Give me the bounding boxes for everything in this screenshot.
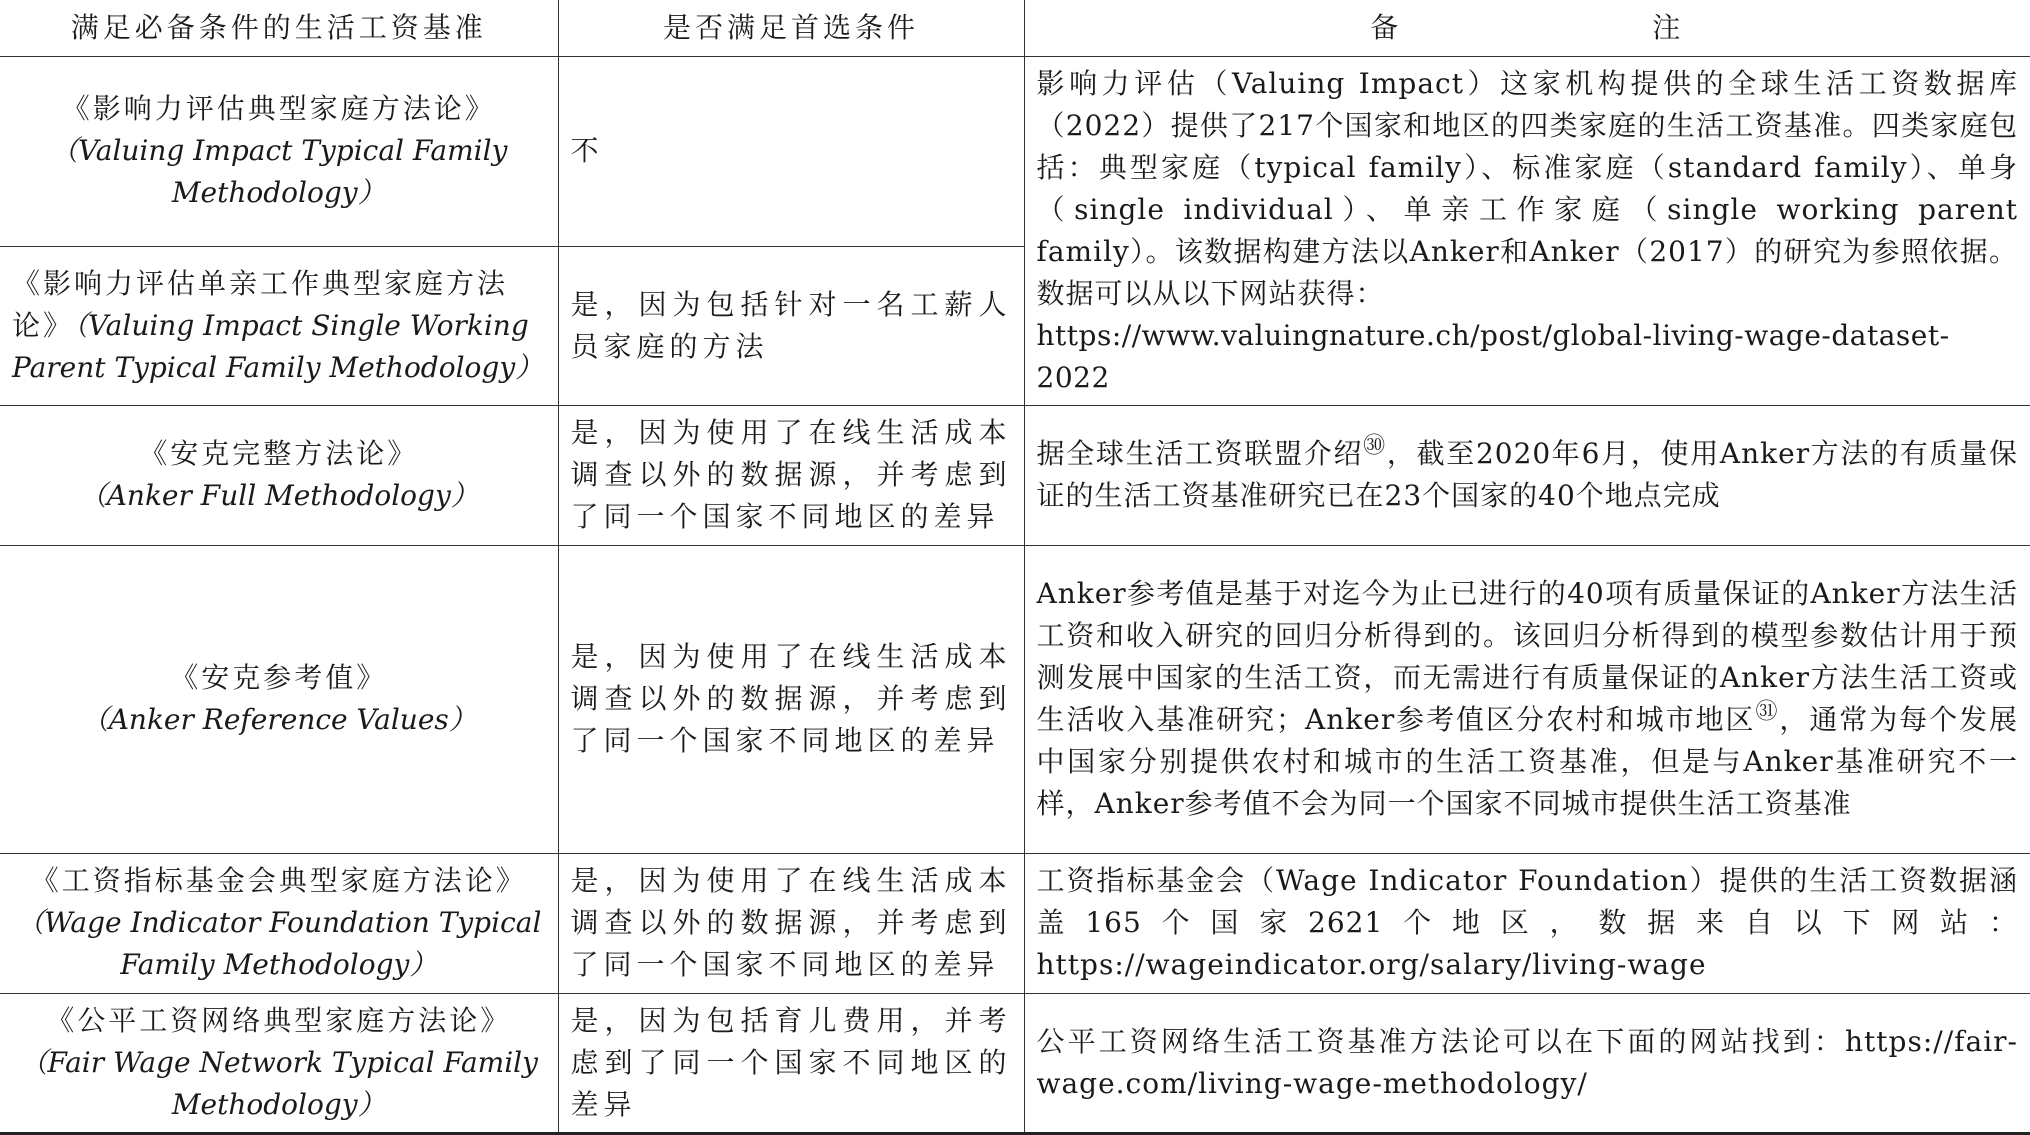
preferred-condition-cell: 是，因为使用了在线生活成本调查以外的数据源，并考虑到了同一个国家不同地区的差异 [558, 545, 1024, 853]
note-cell [1024, 56, 2030, 405]
header-notes-char-1: 备 [1370, 10, 1403, 44]
preferred-condition-cell: 是，因为包括育儿费用，并考虑到了同一个国家不同地区的差异 [558, 993, 1024, 1133]
header-preferred-condition: 是否满足首选条件 [558, 0, 1024, 56]
table-row [0, 56, 2030, 246]
note-text: Anker参考值是基于对迄今为止已进行的40项有质量保证的Anker方法生活工资和收入研究的回归分析得到的。该回归分析得到的模型参数估计用于预测发展中国家的生活工资，而无需进行有质量保证的Anker方法生活工资或生活收入基准研究；Anker参考值区分农村和城市地区 [1036, 577, 2018, 736]
preferred-condition-cell: 是，因为使用了在线生活成本调查以外的数据源，并考虑到了同一个国家不同地区的差异 [558, 853, 1024, 993]
footnote-ref: ㉚ [1363, 433, 1387, 459]
note-cell [1024, 405, 2030, 545]
note-text: 据全球生活工资联盟介绍 [1036, 437, 1364, 470]
note-text: 影响力评估（Valuing Impact）这家机构提供的全球生活工资数据库（2022）提供了217个国家和地区的四类家庭的生活工资基准。四类家庭包括：典型家庭（typical family）、标准家庭（standard family）、单身（single individual）、单亲工作家庭（single working parent family）。该数据构建方法以Anker和Anker（2017）的研究为参照依据。数据可以从以下网站获得： [1036, 66, 2018, 310]
benchmark-name-en: （Anker Full Methodology） [78, 479, 479, 512]
preferred-condition-cell: 不 [558, 56, 1024, 246]
benchmark-name-zh: 《影响力评估单亲工作典型家庭方法论》 [12, 266, 509, 342]
note-cell [1024, 545, 2030, 853]
note-cell: 公平工资网络生活工资基准方法论可以在下面的网站找到：https://fair-wage.com/living-wage-methodology/ [1024, 993, 2030, 1133]
note-url: https://www.valuingnature.ch/post/global-living-wage-dataset-2022 [1036, 318, 1950, 394]
benchmark-name-zh: 《工资指标基金会典型家庭方法论》 [30, 864, 527, 897]
note-text-cont: ，通常为每个发展中国家分别提供农村和城市的生活工资基准，但是与Anker基准研究不一样，Anker参考值不会为同一个国家不同城市提供生活工资基准 [1036, 703, 2018, 820]
benchmark-name-en: （Anker Reference Values） [80, 703, 477, 736]
benchmark-name-zh: 《公平工资网络典型家庭方法论》 [46, 1003, 512, 1037]
header-benchmark: 满足必备条件的生活工资基准 [0, 0, 558, 56]
benchmark-cell [0, 405, 558, 545]
benchmark-cell [0, 246, 558, 405]
table-header-row [0, 0, 2030, 56]
benchmark-name-zh: 《安克参考值》 [170, 661, 388, 694]
table-row [0, 545, 2030, 853]
header-notes [1024, 0, 2030, 56]
benchmark-name-zh: 《影响力评估典型家庭方法论》 [61, 92, 496, 126]
preferred-condition-cell: 是，因为包括针对一名工薪人员家庭的方法 [558, 246, 1024, 405]
benchmark-name-en: （Valuing Impact Single Working Parent Typical Family Methodology） [12, 308, 544, 384]
benchmark-name-en: （Fair Wage Network Typical Family Methodology） [19, 1045, 538, 1121]
preferred-condition-cell: 是，因为使用了在线生活成本调查以外的数据源，并考虑到了同一个国家不同地区的差异 [558, 405, 1024, 545]
note-cell: 工资指标基金会（Wage Indicator Foundation）提供的生活工资数据涵盖165个国家2621个地区，数据来自以下网站：https://wageindicator.org/salary/living-wage [1024, 853, 2030, 993]
benchmark-name-en: （Valuing Impact Typical Family Methodology） [50, 134, 508, 210]
benchmark-name-zh: 《安克完整方法论》 [139, 437, 419, 470]
benchmark-name-en: （Wage Indicator Foundation Typical Family Methodology） [16, 906, 542, 981]
benchmark-cell [0, 993, 558, 1133]
footnote-ref: ㉛ [1755, 699, 1780, 725]
header-notes-char-2: 注 [1652, 10, 1685, 44]
benchmark-cell [0, 545, 558, 853]
benchmark-cell [0, 56, 558, 246]
note-text-cont: ，截至2020年6月，使用Anker方法的有质量保证的生活工资基准研究已在23个国家的40个地点完成 [1036, 437, 2018, 512]
table-row [0, 405, 2030, 545]
table-row [0, 993, 2030, 1133]
benchmark-cell [0, 853, 558, 993]
table-row [0, 853, 2030, 993]
